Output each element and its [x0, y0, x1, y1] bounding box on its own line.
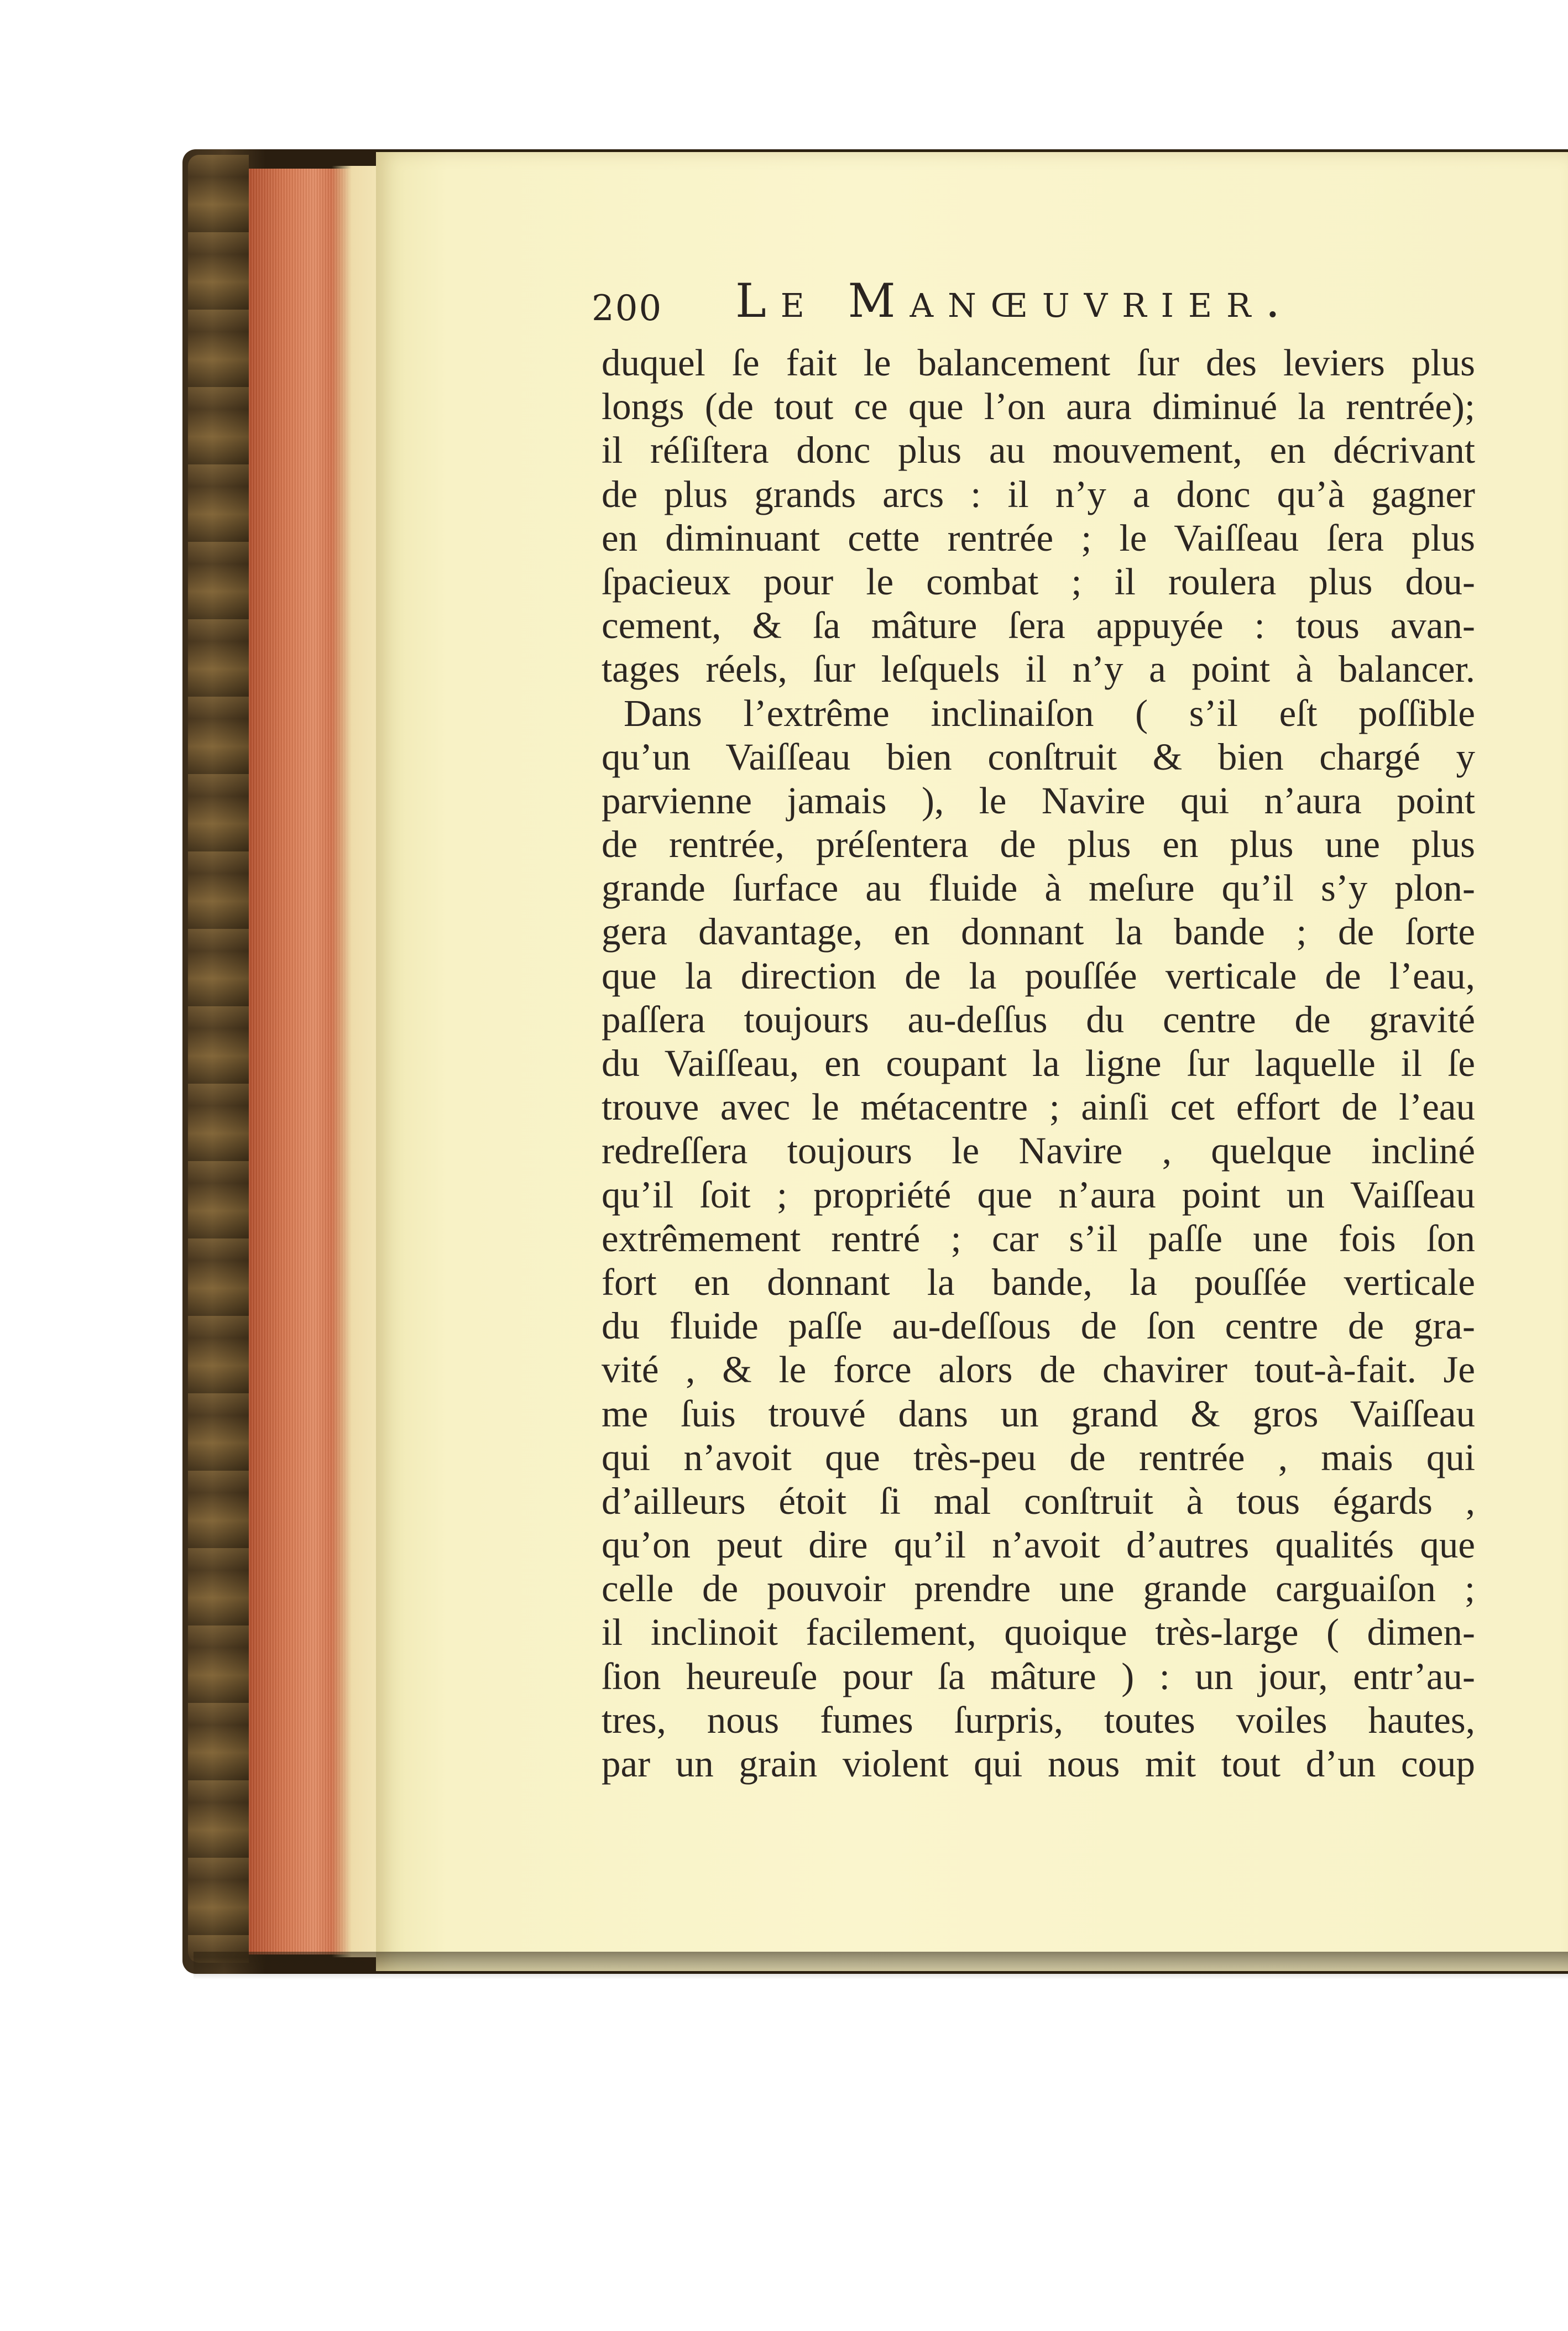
running-title: Le Manœuvrier. [735, 274, 1295, 328]
text-line: redreſſera toujours le Navire , quelque incliné [602, 1130, 1475, 1172]
text-line: en diminuant cette rentrée ; le Vaiſſeau ſera plus [602, 516, 1475, 559]
text-line: que la direction de la pouſſée verticale de l’eau, [602, 954, 1475, 997]
text-line: qu’on peut dire qu’il n’avoit d’autres qualités que [602, 1524, 1475, 1566]
text-line: il réſiſtera donc plus au mouvement, en décrivant [602, 429, 1475, 472]
text-line: d’ailleurs étoit ſi mal conſtruit à tous égards , [602, 1480, 1475, 1522]
text-line: qui n’avoit que très-peu de rentrée , mais qui [602, 1436, 1475, 1478]
book-shadow [194, 1952, 1568, 1979]
text-line: tages réels, ſur leſquels il n’y a point à balancer. [602, 648, 1475, 691]
text-line: du Vaiſſeau, en coupant la ligne ſur laquelle il ſe [602, 1042, 1475, 1084]
text-line: ſpacieux pour le combat ; il roulera plus dou- [602, 560, 1475, 603]
text-line: gera davantage, en donnant la bande ; de ſorte [602, 911, 1475, 953]
text-line: paſſera toujours au-deſſus du centre de gravité [602, 998, 1475, 1041]
text-line: longs (de tout ce que l’on aura diminué la rentrée); [602, 385, 1475, 428]
text-line: de rentrée, préſentera de plus en plus une plus [602, 823, 1475, 866]
text-line: de plus grands arcs : il n’y a donc qu’à gagner [602, 473, 1475, 515]
text-line: extrêmement rentré ; car s’il paſſe une fois ſon [602, 1217, 1475, 1259]
text-line: celle de pouvoir prendre une grande carguaiſon ; [602, 1567, 1475, 1610]
paragraph-start-line: Dans l’extrême inclinaiſon ( s’il eſt poſſible [624, 692, 1475, 734]
page-number: 200 [592, 288, 663, 329]
text-line: trouve avec le métacentre ; ainſi cet effort de l’eau [602, 1086, 1475, 1128]
text-line: tres, nous fumes ſurpris, toutes voiles hautes, [602, 1698, 1475, 1741]
page-gutter [332, 166, 381, 1957]
text-line: qu’il ſoit ; propriété que n’aura point un Vaiſſeau [602, 1173, 1475, 1216]
text-line: vité , & le force alors de chavirer tout-à-fait. Je [602, 1349, 1475, 1391]
text-line: du fluide paſſe au-deſſous de ſon centre de gra- [602, 1305, 1475, 1347]
text-line: grande ſurface au fluide à meſure qu’il s’y plon- [602, 867, 1475, 910]
text-line: cement, & ſa mâture ſera appuyée : tous avan- [602, 604, 1475, 647]
text-line: ſion heureuſe pour ſa mâture ) : un jour, entr’au- [602, 1655, 1475, 1697]
text-line: me ſuis trouvé dans un grand & gros Vaiſſeau [602, 1392, 1475, 1435]
text-line: fort en donnant la bande, la pouſſée verticale [602, 1261, 1475, 1303]
text-line: parvienne jamais ), le Navire qui n’aura point [602, 779, 1475, 822]
page-header [592, 274, 1366, 335]
text-line: duquel ſe fait le balancement ſur des leviers plus [602, 342, 1475, 384]
text-line: qu’un Vaiſſeau bien conſtruit & bien chargé y [602, 735, 1475, 778]
text-line: il inclinoit facilement, quoique très-large ( dimen- [602, 1611, 1475, 1654]
book-spine [188, 155, 249, 1963]
text-line: par un grain violent qui nous mit tout d’un coup [602, 1743, 1475, 1785]
body-text [602, 341, 1475, 1786]
